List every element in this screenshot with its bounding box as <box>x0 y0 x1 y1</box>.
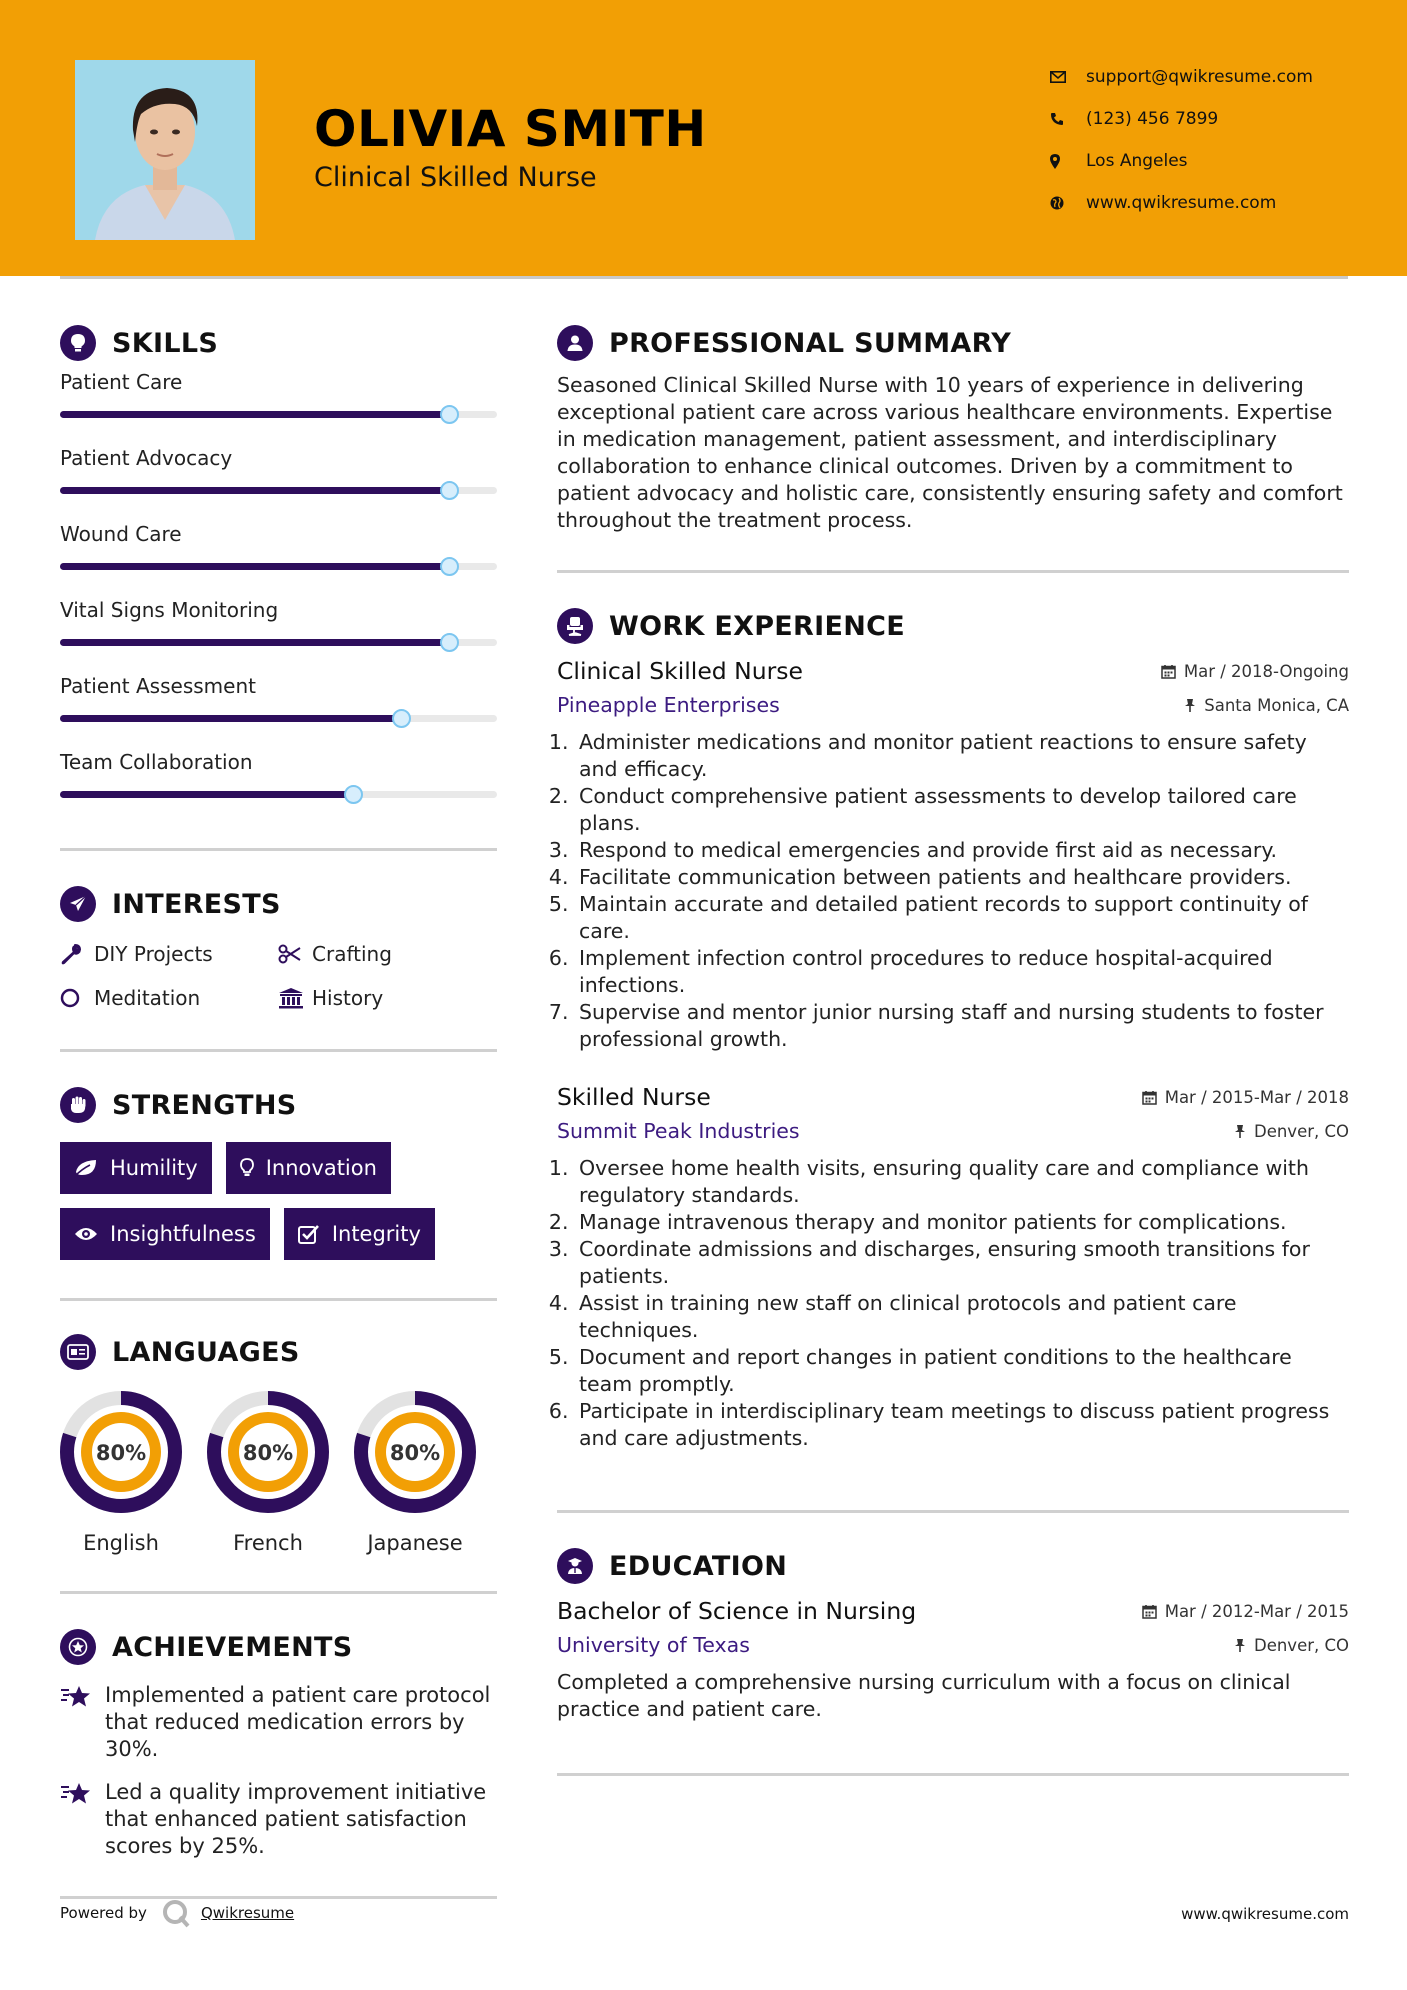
section-divider <box>557 570 1349 573</box>
lightbulb-icon <box>240 1158 254 1178</box>
language-ring <box>354 1391 476 1513</box>
language-percent: 80% <box>242 1441 294 1465</box>
skill-team-collaboration <box>60 750 497 826</box>
degree-title: Bachelor of Science in Nursing <box>557 1597 917 1625</box>
education-description: Completed a comprehensive nursing curriculum with a focus on clinical practice and patient care. <box>557 1670 1291 1721</box>
duty-item: 4. Assist in training new staff on clinical protocols and patient care techniques. <box>575 1290 1349 1344</box>
interest-item: History <box>278 983 497 1013</box>
duties-list <box>575 1155 1349 1452</box>
skill-bar <box>60 791 497 798</box>
duty-item: 6. Implement infection control procedures to reduce hospital-acquired infections. <box>575 945 1349 999</box>
contact-email[interactable] <box>1050 56 1313 98</box>
interests-heading: INTERESTS <box>60 881 497 927</box>
language-item <box>207 1391 329 1555</box>
skill-label: Patient Advocacy <box>60 446 233 470</box>
job-title: Skilled Nurse <box>557 1083 711 1111</box>
wrench-icon <box>60 943 94 965</box>
strengths-heading: STRENGTHS <box>60 1082 497 1128</box>
circle-icon <box>60 987 94 1009</box>
language-ring <box>207 1391 329 1513</box>
id-card-icon <box>60 1334 96 1370</box>
footer-website[interactable]: www.qwikresume.com <box>1181 1905 1349 1923</box>
summary-heading: PROFESSIONAL SUMMARY <box>557 320 1349 366</box>
globe-icon <box>1050 196 1086 210</box>
language-name: English <box>83 1531 159 1555</box>
section-divider <box>60 1591 497 1594</box>
section-divider <box>60 848 497 851</box>
contact-website-text: www.qwikresume.com <box>1086 193 1277 213</box>
interest-item: DIY Projects <box>60 939 278 969</box>
profile-photo <box>75 60 255 240</box>
skill-bar <box>60 411 497 418</box>
user-icon <box>557 325 593 361</box>
duty-item: 3. Respond to medical emergencies and provide first aid as necessary. <box>575 837 1349 864</box>
pushpin-icon <box>1234 1638 1246 1653</box>
bank-icon <box>278 987 312 1009</box>
leaf-icon <box>74 1159 98 1177</box>
contact-location <box>1050 140 1313 182</box>
calendar-icon <box>1161 664 1176 679</box>
star-icon <box>60 1682 105 1763</box>
duty-item: 2. Conduct comprehensive patient assessments to develop tailored care plans. <box>575 783 1349 837</box>
right-column <box>557 320 1349 1776</box>
language-item <box>354 1391 476 1555</box>
contact-list <box>1050 56 1313 224</box>
company-name: Pineapple Enterprises <box>557 693 780 717</box>
skill-bar <box>60 563 497 570</box>
interest-item: Meditation <box>60 983 278 1013</box>
contact-website[interactable] <box>1050 182 1313 224</box>
education-location: Denver, CO <box>1234 1636 1349 1655</box>
experience-heading: WORK EXPERIENCE <box>557 603 1349 649</box>
left-column <box>60 320 497 1899</box>
skill-label: Team Collaboration <box>60 750 253 774</box>
check-square-icon <box>298 1224 320 1244</box>
summary-text: Seasoned Clinical Skilled Nurse with 10 years of experience in delivering exceptional patient care across various healthcare environments. Expertise in medication management, patient assessment, and interdisciplinary collaboration to enhance clinical outcomes. Driven by a commitment to patient advocacy and holistic care, consistently ensuring safety and comfort throughout the treatment process. <box>557 373 1343 532</box>
interests-list <box>60 939 497 1013</box>
skill-wound-care <box>60 522 497 598</box>
company-name: Summit Peak Industries <box>557 1119 800 1143</box>
duty-item: 1. Oversee home health visits, ensuring quality care and compliance with regulatory standards. <box>575 1155 1349 1209</box>
header-divider <box>60 276 1348 279</box>
strength-chip: Integrity <box>284 1208 435 1260</box>
scissors-icon <box>278 944 312 964</box>
skill-bar <box>60 639 497 646</box>
strength-chip: Innovation <box>226 1142 391 1194</box>
duties-list <box>575 729 1349 1053</box>
job-dates: Mar / 2015-Mar / 2018 <box>1142 1088 1349 1107</box>
duty-item: 4. Facilitate communication between patients and healthcare providers. <box>575 864 1349 891</box>
star-icon <box>60 1779 105 1860</box>
calendar-icon <box>1142 1090 1157 1105</box>
duty-item: 2. Manage intravenous therapy and monitor patients for complications. <box>575 1209 1349 1236</box>
qwikresume-logo-icon <box>161 1898 191 1928</box>
skill-slider-knob <box>440 405 459 424</box>
strengths-list <box>60 1142 460 1260</box>
job-entry <box>557 1083 1349 1452</box>
achievements-heading: ACHIEVEMENTS <box>60 1624 497 1670</box>
footer-powered-by: Powered by Qwikresume <box>60 1898 294 1928</box>
skill-label: Vital Signs Monitoring <box>60 598 279 622</box>
achievement-item: Implemented a patient care protocol that reduced medication errors by 30%. <box>60 1682 497 1763</box>
skills-list <box>60 370 497 826</box>
paper-plane-icon <box>60 886 96 922</box>
education-entry <box>557 1597 1349 1723</box>
skill-patient-advocacy <box>60 446 497 522</box>
chair-icon <box>557 608 593 644</box>
education-dates: Mar / 2012-Mar / 2015 <box>1142 1602 1349 1621</box>
duty-item: 6. Participate in interdisciplinary team meetings to discuss patient progress and care adjustments. <box>575 1398 1349 1452</box>
interest-item: Crafting <box>278 939 497 969</box>
skill-label: Patient Care <box>60 370 183 394</box>
strength-chip: Humility <box>60 1142 212 1194</box>
eye-icon <box>74 1226 98 1242</box>
contact-location-text: Los Angeles <box>1086 151 1188 171</box>
section-divider <box>60 1298 497 1301</box>
duty-item: 5. Maintain accurate and detailed patient records to support continuity of care. <box>575 891 1349 945</box>
skill-slider-knob <box>440 481 459 500</box>
job-location: Santa Monica, CA <box>1184 696 1349 715</box>
language-item <box>60 1391 182 1555</box>
star-badge-icon <box>60 1629 96 1665</box>
section-divider <box>60 1049 497 1052</box>
graduate-icon <box>557 1548 593 1584</box>
pushpin-icon <box>1184 698 1196 713</box>
job-dates: Mar / 2018-Ongoing <box>1161 662 1349 681</box>
skill-slider-knob <box>440 633 459 652</box>
language-ring <box>60 1391 182 1513</box>
skill-label: Patient Assessment <box>60 674 256 698</box>
skill-vital-signs <box>60 598 497 674</box>
resume-header <box>0 0 1407 276</box>
map-marker-icon <box>1050 154 1086 169</box>
section-divider <box>557 1510 1349 1513</box>
pushpin-icon <box>1234 1124 1246 1139</box>
skill-patient-assessment <box>60 674 497 750</box>
language-percent: 80% <box>389 1441 441 1465</box>
skills-heading: SKILLS <box>60 320 497 366</box>
languages-heading: LANGUAGES <box>60 1329 497 1375</box>
skill-bar <box>60 715 497 722</box>
job-location: Denver, CO <box>1234 1122 1349 1141</box>
contact-phone-text: (123) 456 7899 <box>1086 109 1219 129</box>
candidate-name: OLIVIA SMITH <box>314 100 707 158</box>
contact-email-text: support@qwikresume.com <box>1086 67 1313 87</box>
education-heading: EDUCATION <box>557 1543 1349 1589</box>
fist-icon <box>60 1087 96 1123</box>
achievements-list <box>60 1682 497 1860</box>
skill-patient-care <box>60 370 497 446</box>
duty-item: 3. Coordinate admissions and discharges, ensuring smooth transitions for patients. <box>575 1236 1349 1290</box>
envelope-icon <box>1050 71 1086 83</box>
job-title: Clinical Skilled Nurse <box>557 657 804 685</box>
language-percent: 80% <box>95 1441 147 1465</box>
language-name: French <box>233 1531 303 1555</box>
lightbulb-icon <box>60 325 96 361</box>
duty-item: 1. Administer medications and monitor patient reactions to ensure safety and efficacy. <box>575 729 1349 783</box>
calendar-icon <box>1142 1604 1157 1619</box>
skill-label: Wound Care <box>60 522 182 546</box>
duty-item: 5. Document and report changes in patient conditions to the healthcare team promptly. <box>575 1344 1349 1398</box>
achievement-item: Led a quality improvement initiative that enhanced patient satisfaction scores by 25%. <box>60 1779 497 1860</box>
phone-icon <box>1050 112 1086 126</box>
duty-item: 7. Supervise and mentor junior nursing staff and nursing students to foster professional growth. <box>575 999 1349 1053</box>
contact-phone[interactable] <box>1050 98 1313 140</box>
candidate-title: Clinical Skilled Nurse <box>314 162 597 193</box>
skill-slider-knob <box>440 557 459 576</box>
language-name: Japanese <box>367 1531 463 1555</box>
section-divider <box>557 1773 1349 1776</box>
strength-chip: Insightfulness <box>60 1208 270 1260</box>
languages-list <box>60 1391 497 1555</box>
qwikresume-link[interactable]: Qwikresume <box>200 1904 295 1922</box>
skill-bar <box>60 487 497 494</box>
skill-slider-knob <box>392 709 411 728</box>
skill-slider-knob <box>344 785 363 804</box>
school-name: University of Texas <box>557 1633 750 1657</box>
job-entry <box>557 657 1349 1053</box>
